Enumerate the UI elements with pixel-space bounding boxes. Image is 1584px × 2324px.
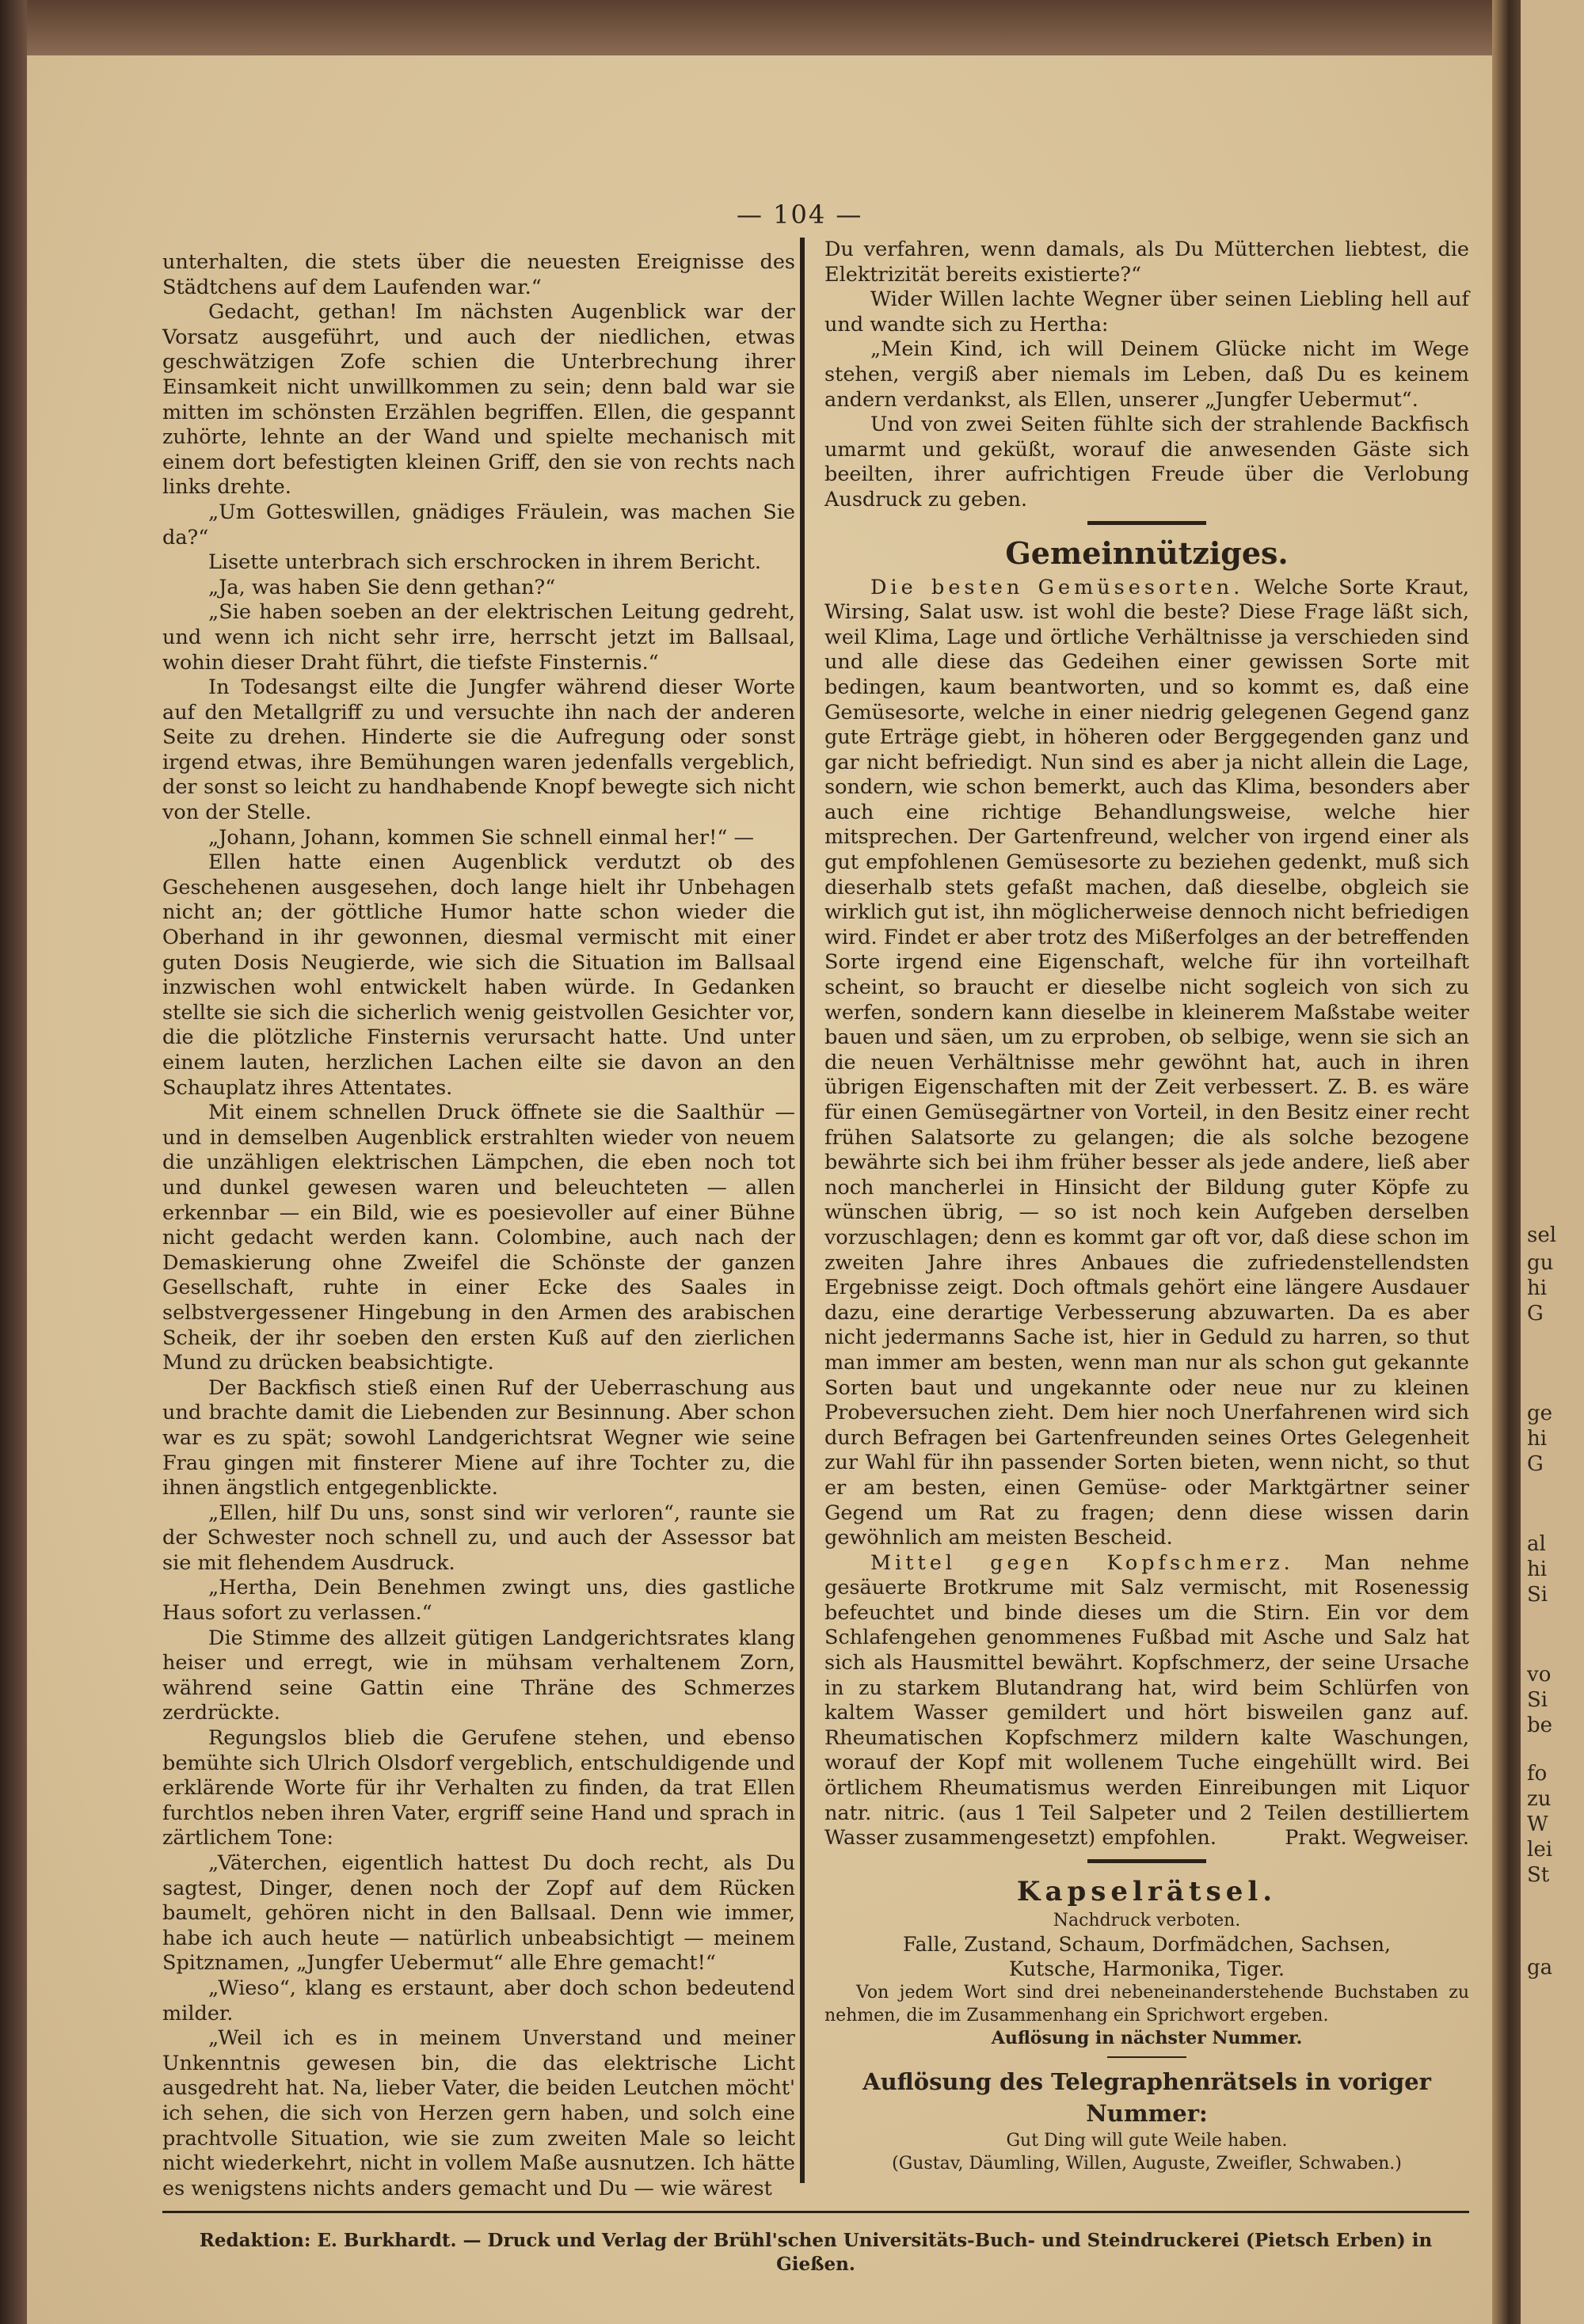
- next-page-fragment: W: [1527, 1812, 1548, 1836]
- paragraph: „Ja, was haben Sie denn gethan?“: [208, 575, 556, 599]
- paragraph: Du verfahren, wenn damals, als Du Mütterchen liebtest, die Elektrizität bereits existierte?“: [824, 238, 1469, 287]
- article-vegetables: [824, 576, 1469, 1551]
- paragraph: „Johann, Johann, kommen Sie schnell einmal her!“ —: [208, 825, 754, 850]
- riddle-instruction: Von jedem Wort sind drei nebeneinanderstehende Buchstaben zu nehmen, die im Zusammenhang ein Sprichwort ergeben.: [824, 1982, 1469, 2025]
- paragraph: „Weil ich es in meinem Unverstand und meiner Unkenntnis gewesen bin, die das elektrische Licht ausgedreht hat. Na, lieber Vater, die beiden Leutchen möcht' ich sehen, die sich von Herzen gern haben, und solch eine prachtvolle Situation, wie sie zum zweiten Male so leicht nicht wiederkehrt, nicht in vollem Maße ausnutzen. Ich hätte es wenigstens nichts anders gemacht und Du — wie wärest: [162, 2026, 795, 2200]
- next-page-fragment: G: [1527, 1452, 1544, 1476]
- previous-solution-title: Auflösung des Telegraphenrätsels in voriger Nummer:: [862, 2067, 1431, 2127]
- next-page-fragment: zu: [1527, 1787, 1552, 1811]
- next-page-fragment: ge: [1527, 1402, 1553, 1425]
- next-page-fragment: G: [1527, 1302, 1544, 1326]
- previous-solution-answer: Gut Ding will gute Weile haben.: [1006, 2130, 1288, 2151]
- next-page-fragment: hi: [1527, 1276, 1548, 1300]
- riddle-words: Falle, Zustand, Schaum, Dorfmädchen, Sachsen, Kutsche, Harmonika, Tiger.: [903, 1932, 1391, 1980]
- right-column: [800, 238, 1469, 2183]
- next-page-fragment: gu: [1527, 1251, 1554, 1275]
- left-column: [162, 238, 800, 2201]
- next-page-edge: [1521, 0, 1584, 2324]
- article-headache: [824, 1551, 1469, 1851]
- paragraph: Regungslos blieb die Gerufene stehen, und ebenso bemühte sich Ulrich Olsdorf vergeblich, entschuldigende und erklärende Worte für ihr Verhalten zu finden, da trat Ellen furchtlos neben ihren Vater, ergriff seine Hand und sprach in zärtlichem Tone:: [162, 1726, 795, 1850]
- riddle-title: Kapselrätsel.: [1016, 1875, 1277, 1908]
- next-page-fragment: ga: [1527, 1956, 1553, 1980]
- next-page-fragment: hi: [1527, 1558, 1548, 1581]
- article-text: Man nehme gesäuerte Brotkrume mit Salz vermischt, mit Rosenessig befeuchtet und binde dieses um die Stirn. Ein vor dem Schlafengehen genommenes Fußbad mit Asche und Salz hat sich als Hausmittel bewährt. Kopfschmerz, der seine Ursache in zu starkem Blutandrang hat, wird beim Schlürfen von kaltem Wasser gemildert und hört bisweilen ganz auf. Rheumatischen Kopfschmerz mildern kalte Waschungen, worauf der Kopf mit wollenem Tuche eingehüllt wird. Bei örtlichem Rheumatismus werden Einreibungen mit Liquor natr. nitric. (aus 1 Teil Salpeter und 2 Teilen destilliertem Wasser zusammengesetzt) empfohlen.: [824, 1550, 1469, 1850]
- next-page-fragment: Si: [1527, 1583, 1548, 1607]
- footer-rule: [162, 2211, 1469, 2213]
- riddle-solution-note: Auflösung in nächster Nummer.: [991, 2027, 1303, 2048]
- previous-solution-words: (Gustav, Däumling, Willen, Auguste, Zweifler, Schwaben.): [892, 2153, 1402, 2174]
- scan-left-edge: [0, 0, 27, 2324]
- paragraph: Die Stimme des allzeit gütigen Landgerichtsrates klang heiser und erregt, wie in mühsam verhaltenem Zorn, während seine Gattin eine Thräne des Schmerzes zerdrückte.: [162, 1626, 795, 1725]
- riddle-divider-2: [1107, 2056, 1186, 2058]
- paragraph: unterhalten, die stets über die neuesten Ereignisse des Städtchens auf dem Laufenden war.“: [162, 250, 795, 299]
- next-page-fragment: Si: [1527, 1688, 1548, 1712]
- paragraph: „Um Gotteswillen, gnädiges Fräulein, was machen Sie da?“: [162, 500, 795, 550]
- paragraph: In Todesangst eilte die Jungfer während dieser Worte auf den Metallgriff zu und versuchte ihn nach der anderen Seite zu drehen. Hinderte sie die Aufregung oder sonst irgend etwas, ihre Bemühungen waren jedenfalls vergeblich, der sonst so leicht zu handhabende Knopf bewegte sich nicht von der Stelle.: [162, 675, 795, 825]
- next-page-fragment: St: [1527, 1863, 1550, 1887]
- paragraph: Mit einem schnellen Druck öffnete sie die Saalthür — und in demselben Augenblick erstrahlten wieder von neuem die unzähligen elektrischen Lämpchen, die eben noch tot und dunkel gewesen waren und beleuchteten — allen erkennbar — ein Bild, wie es poesievoller auf einer Bühne nicht gedacht werden kann. Colombine, auch nach der Demaskierung ohne Zweifel die Schönste der ganzen Gesellschaft, ruhte in einer Ecke des Saales in selbstvergessener Hingebung in den Armen des arabischen Scheik, der ihr soeben den ersten Kuß auf den zierlichen Mund zu drücken beabsichtigte.: [162, 1101, 795, 1375]
- paragraph: Der Backfisch stieß einen Ruf der Ueberraschung aus und brachte damit die Liebenden zur Besinnung. Aber schon war es zu spät; sowohl Landgerichtsrat Wegner wie seine Frau gingen mit finsterer Miene auf ihre Tochter zu, die ihnen ängstlich entgegenblickte.: [162, 1375, 795, 1501]
- next-page-fragment: al: [1527, 1532, 1546, 1556]
- section-divider: [1087, 521, 1206, 525]
- columns: [162, 238, 1469, 2201]
- article-text: Welche Sorte Kraut, Wirsing, Salat usw. ist wohl die beste? Diese Frage läßt sich, weil Klima, Lage und örtliche Verhältnisse ja verschieden sind und alle diese das Gedeihen einer gewissen Sorte mit bedingen, kaum beantworten, und so kommt es, daß eine Gemüsesorte, welche in einer niedrig gelegenen Gegend ganz gute Erträge giebt, in höheren oder Berggegenden ganz und gar nicht befriedigt. Nun sind es aber ja nicht allein die Lage, sondern, wie schon bemerkt, auch das Klima, besonders aber auch eine richtige Behandlungsweise, welche hier mitsprechen. Der Gartenfreund, welcher von irgend einer als gut empfohlenen Gemüsesorte zu beziehen gedenkt, muß sich dieserhalb stets gefaßt machen, daß dieselbe, obgleich sie wirklich gut ist, ihn möglicherweise dennoch nicht befriedigen wird. Findet er aber trotz des Mißerfolges an der betreffenden Sorte irgend eine Eigenschaft, welche für ihn vorteilhaft scheint, so braucht er dieselbe nicht sogleich von sich zu werfen, sondern kann dieselbe in kleinerem Maßstabe weiter bauen und säen, um zu erproben, ob selbige, wenn sie sich an die neuen Verhältnisse mehr gewöhnt hat, auch in ihren übrigen Eigenschaften mit der Zeit verbessert. Z. B. es wäre für einen Gemüsegärtner von Vorteil, in den Besitz einer recht frühen Salatsorte zu gelangen; die als solche bezogene bewährte sich bei ihm früher besser als jede andere, ließ aber noch mancherlei in Hinsicht der Bildung guter Köpfe zu wünschen übrig, — so ist noch kein Aufgeben derselben vorzuschlagen; denn es kommt gar oft vor, daß diese schon im zweiten Jahre ihres Anbaues die zufriedenstellendsten Ergebnisse zeigt. Doch oftmals gehört eine längere Ausdauer dazu, eine derartige Verbesserung abzuwarten. Da es aber nicht jedermanns Sache ist, hier in Geduld zu harren, so thut man immer am besten, wenn man nur als schon gut gekannte Sorten baut und ungekannte oder neue nur zu kleinen Probeversuchen zieht. Dem hier noch Unerfahrenen wird sich durch Befragen bei Gartenfreunden seines Ortes Gelegenheit zur Wahl für ihn passender Sorten bieten, wenn nicht, so thut er am besten, einen Gemüse- oder Marktgärtner seiner Gegend um Rat zu fragen; denn diese wissen darin gewöhnlich am meisten Bescheid.: [824, 575, 1470, 1550]
- paragraph: Lisette unterbrach sich erschrocken in ihrem Bericht.: [208, 550, 761, 575]
- next-page-fragment: hi: [1527, 1427, 1548, 1451]
- paragraph: Gedacht, gethan! Im nächsten Augenblick war der Vorsatz ausgeführt, und auch der niedlichen, etwas geschwätzigen Zofe schien die Unterbrechung ihrer Einsamkeit nicht unwillkommen zu sein; denn bald war sie mitten im schönsten Erzählen begriffen. Ellen, die gespannt zuhörte, lehnte an der Wand und spielte mechanisch mit einem dort befestigten kleinen Griff, den sie von rechts nach links drehte.: [162, 300, 795, 500]
- riddle-box: [824, 1859, 1469, 2175]
- article-lead: Die besten Gemüsesorten.: [870, 575, 1244, 599]
- imprint-footer: Redaktion: E. Burkhardt. — Druck und Verlag der Brühl'schen Universitäts-Buch- und Steindruckerei (Pietsch Erben) in Gießen.: [199, 2230, 1433, 2276]
- paragraph: „Väterchen, eigentlich hattest Du doch recht, als Du sagtest, Dinger, denen noch der Zopf auf dem Rücken baumelt, gehören nicht in den Ballsaal. Denn wie immer, habe ich auch heute — natürlich unbeabsichtigt — meinem Spitznamen, „Jungfer Uebermut“ alle Ehre gemacht!“: [162, 1851, 795, 1976]
- next-page-fragment: lei: [1527, 1838, 1553, 1862]
- paragraph: „Hertha, Dein Benehmen zwingt uns, dies gastliche Haus sofort zu verlassen.“: [162, 1576, 795, 1626]
- paragraph: Ellen hatte einen Augenblick verdutzt ob des Geschehenen ausgesehen, doch lange hielt ihr Unbehagen nicht an; der göttliche Humor hatte schon wieder die Oberhand in ihr gewonnen, diesmal vermischt mit einer guten Dosis Neugierde, wie sich die Situation im Ballsaal inzwischen wohl entwickelt haben würde. In Gedanken stellte sie sich die sicherlich wenig geistvollen Gesichter vor, die die plötzliche Finsternis verursacht hatte. Und unter einem lauten, herzlichen Lachen eilte sie davon an den Schauplatz ihres Attentates.: [162, 850, 795, 1100]
- paragraph: „Mein Kind, ich will Deinem Glücke nicht im Wege stehen, vergiß aber niemals im Leben, daß Du es keinem andern verdankst, als Ellen, unserer „Jungfer Uebermut“.: [824, 337, 1469, 412]
- page-binding: [1492, 0, 1521, 2324]
- page-content: [162, 0, 1469, 2324]
- next-page-fragment: sel: [1527, 1223, 1557, 1247]
- next-page-fragment: fo: [1527, 1762, 1548, 1786]
- paragraph: „Wieso“, klang es erstaunt, aber doch schon bedeutend milder.: [162, 1976, 795, 2025]
- next-page-fragment: be: [1527, 1714, 1553, 1737]
- next-page-fragment: vo: [1527, 1663, 1552, 1687]
- section-heading: Gemeinnütziges.: [1005, 534, 1289, 571]
- article-source: Prakt. Wegweiser.: [1285, 1826, 1469, 1850]
- paragraph: Wider Willen lachte Wegner über seinen Liebling hell auf und wandte sich zu Hertha:: [824, 287, 1469, 337]
- riddle-divider: [1087, 1859, 1206, 1863]
- paragraph: Und von zwei Seiten fühlte sich der strahlende Backfisch umarmt und geküßt, worauf die anwesenden Gäste sich beeilten, ihrer aufrichtigen Freude über die Verlobung Ausdruck zu geben.: [824, 413, 1469, 512]
- article-lead: Mittel gegen Kopfschmerz.: [870, 1550, 1294, 1575]
- page-number: — 104 —: [737, 200, 863, 230]
- paragraph: „Sie haben soeben an der elektrischen Leitung gedreht, und wenn ich nicht sehr irre, herrscht jetzt im Ballsaal, wohin dieser Draht führt, die tiefste Finsternis.“: [162, 600, 795, 675]
- paragraph: „Ellen, hilf Du uns, sonst sind wir verloren“, raunte sie der Schwester noch schnell zu, und auch der Assessor bat sie mit flehendem Ausdruck.: [162, 1501, 795, 1575]
- riddle-notice: Nachdruck verboten.: [1053, 1910, 1241, 1930]
